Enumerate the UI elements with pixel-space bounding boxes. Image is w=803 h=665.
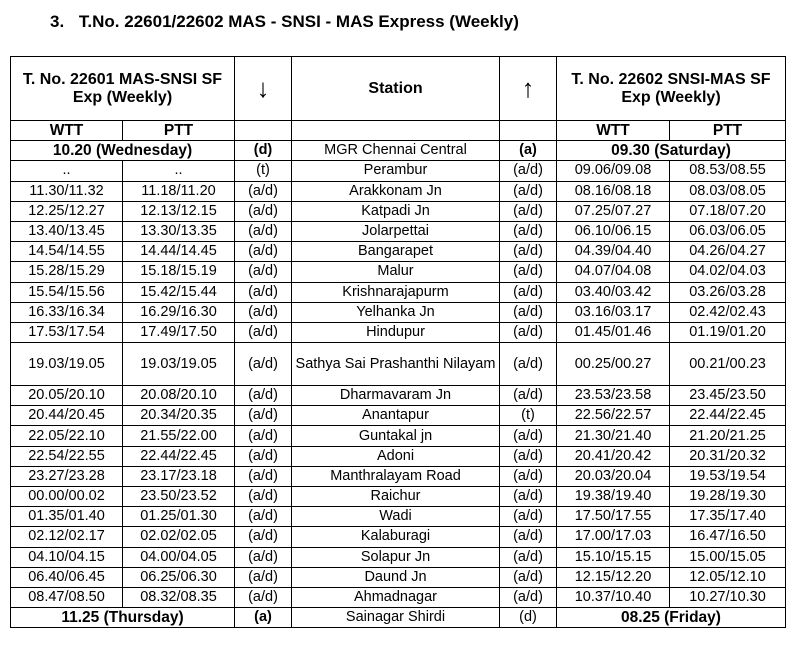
wtt-left: 12.25/12.27 — [11, 201, 123, 221]
station-name: Arakkonam Jn — [292, 181, 500, 201]
code-left: (a/d) — [235, 242, 292, 262]
wtt-right: 19.38/19.40 — [557, 487, 670, 507]
page-heading — [50, 12, 519, 32]
ptt-right: 06.03/06.05 — [670, 221, 786, 241]
ptt-header-right: PTT — [670, 121, 786, 141]
station-name: MGR Chennai Central — [292, 141, 500, 161]
blank-cell — [500, 121, 557, 141]
wtt-right: 01.45/01.46 — [557, 322, 670, 342]
departure-time: 08.25 (Friday) — [557, 608, 786, 628]
station-name: Malur — [292, 262, 500, 282]
wtt-right: 12.15/12.20 — [557, 567, 670, 587]
ptt-right: 20.31/20.32 — [670, 446, 786, 466]
code-right: (a/d) — [500, 446, 557, 466]
wtt-right: 17.00/17.03 — [557, 527, 670, 547]
header-row — [11, 57, 786, 121]
wtt-right: 09.06/09.08 — [557, 161, 670, 181]
code-right: (a/d) — [500, 161, 557, 181]
ptt-left: 02.02/02.05 — [123, 527, 235, 547]
ptt-left: 11.18/11.20 — [123, 181, 235, 201]
code-left: (a/d) — [235, 322, 292, 342]
table-row — [11, 446, 786, 466]
code-right: (a/d) — [500, 322, 557, 342]
ptt-right: 04.02/04.03 — [670, 262, 786, 282]
wtt-left: 17.53/17.54 — [11, 322, 123, 342]
code-left: (a/d) — [235, 567, 292, 587]
code-left: (t) — [235, 161, 292, 181]
ptt-right: 21.20/21.25 — [670, 426, 786, 446]
table-row — [11, 507, 786, 527]
wtt-left: 15.28/15.29 — [11, 262, 123, 282]
table-row — [11, 262, 786, 282]
wtt-right: 00.25/00.27 — [557, 343, 670, 386]
wtt-right: 15.10/15.15 — [557, 547, 670, 567]
arrival-time: 09.30 (Saturday) — [557, 141, 786, 161]
ptt-left: 19.03/19.05 — [123, 343, 235, 386]
ptt-right: 10.27/10.30 — [670, 587, 786, 607]
code-left: (a/d) — [235, 201, 292, 221]
code-left: (a/d) — [235, 507, 292, 527]
ptt-left: 21.55/22.00 — [123, 426, 235, 446]
wtt-left: 04.10/04.15 — [11, 547, 123, 567]
ptt-left: 23.50/23.52 — [123, 487, 235, 507]
code-left: (a/d) — [235, 426, 292, 446]
code-right: (a/d) — [500, 527, 557, 547]
table-row — [11, 406, 786, 426]
code-left: (a/d) — [235, 487, 292, 507]
code-left: (a/d) — [235, 221, 292, 241]
station-name: Dharmavaram Jn — [292, 386, 500, 406]
code-left: (a/d) — [235, 181, 292, 201]
wtt-left: 02.12/02.17 — [11, 527, 123, 547]
wtt-right: 03.40/03.42 — [557, 282, 670, 302]
code-left: (a/d) — [235, 262, 292, 282]
code-right: (a/d) — [500, 587, 557, 607]
ptt-right: 19.28/19.30 — [670, 487, 786, 507]
blank-cell — [235, 121, 292, 141]
wtt-left: 06.40/06.45 — [11, 567, 123, 587]
departure-code: (d) — [235, 141, 292, 161]
station-name: Adoni — [292, 446, 500, 466]
code-right: (a/d) — [500, 426, 557, 446]
table-row — [11, 527, 786, 547]
destination-row — [11, 608, 786, 628]
wtt-left: 00.00/00.02 — [11, 487, 123, 507]
ptt-left: 13.30/13.35 — [123, 221, 235, 241]
station-name: Kalaburagi — [292, 527, 500, 547]
ptt-right: 22.44/22.45 — [670, 406, 786, 426]
table-row — [11, 487, 786, 507]
station-name: Krishnarajapurm — [292, 282, 500, 302]
station-name: Raichur — [292, 487, 500, 507]
station-name: Solapur Jn — [292, 547, 500, 567]
code-left: (a/d) — [235, 466, 292, 486]
station-name: Bangarapet — [292, 242, 500, 262]
ptt-left: .. — [123, 161, 235, 181]
wtt-left: 11.30/11.32 — [11, 181, 123, 201]
wtt-left: 20.05/20.10 — [11, 386, 123, 406]
wtt-left: 14.54/14.55 — [11, 242, 123, 262]
table-row — [11, 587, 786, 607]
ptt-left: 15.42/15.44 — [123, 282, 235, 302]
ptt-right: 04.26/04.27 — [670, 242, 786, 262]
station-name: Sainagar Shirdi — [292, 608, 500, 628]
code-right: (a/d) — [500, 242, 557, 262]
wtt-left: 22.05/22.10 — [11, 426, 123, 446]
down-arrow-icon: ↓ — [235, 57, 292, 121]
wtt-right: 23.53/23.58 — [557, 386, 670, 406]
ptt-left: 08.32/08.35 — [123, 587, 235, 607]
code-left: (a/d) — [235, 343, 292, 386]
wtt-right: 03.16/03.17 — [557, 302, 670, 322]
code-left: (a/d) — [235, 406, 292, 426]
table-row — [11, 322, 786, 342]
wtt-right: 04.39/04.40 — [557, 242, 670, 262]
station-name: Katpadi Jn — [292, 201, 500, 221]
wtt-right: 20.03/20.04 — [557, 466, 670, 486]
station-name: Wadi — [292, 507, 500, 527]
timetable — [10, 56, 786, 628]
origin-row — [11, 141, 786, 161]
ptt-left: 12.13/12.15 — [123, 201, 235, 221]
code-right: (a/d) — [500, 487, 557, 507]
arrival-code: (a) — [500, 141, 557, 161]
wtt-right: 08.16/08.18 — [557, 181, 670, 201]
arrival-code: (a) — [235, 608, 292, 628]
departure-time: 10.20 (Wednesday) — [11, 141, 235, 161]
code-right: (a/d) — [500, 343, 557, 386]
table-row — [11, 242, 786, 262]
table-row — [11, 547, 786, 567]
code-left: (a/d) — [235, 446, 292, 466]
ptt-right: 12.05/12.10 — [670, 567, 786, 587]
table-row — [11, 343, 786, 386]
ptt-left: 16.29/16.30 — [123, 302, 235, 322]
wtt-right: 20.41/20.42 — [557, 446, 670, 466]
table-row — [11, 221, 786, 241]
wtt-right: 22.56/22.57 — [557, 406, 670, 426]
ptt-right: 19.53/19.54 — [670, 466, 786, 486]
station-name: Anantapur — [292, 406, 500, 426]
code-right: (a/d) — [500, 567, 557, 587]
station-name: Jolarpettai — [292, 221, 500, 241]
station-name: Ahmadnagar — [292, 587, 500, 607]
subheader-row — [11, 121, 786, 141]
ptt-left: 20.34/20.35 — [123, 406, 235, 426]
ptt-left: 04.00/04.05 — [123, 547, 235, 567]
wtt-right: 07.25/07.27 — [557, 201, 670, 221]
wtt-right: 04.07/04.08 — [557, 262, 670, 282]
table-row — [11, 426, 786, 446]
code-left: (a/d) — [235, 527, 292, 547]
station-name: Guntakal jn — [292, 426, 500, 446]
wtt-left: .. — [11, 161, 123, 181]
ptt-left: 20.08/20.10 — [123, 386, 235, 406]
ptt-left: 01.25/01.30 — [123, 507, 235, 527]
wtt-right: 17.50/17.55 — [557, 507, 670, 527]
blank-cell — [292, 121, 500, 141]
table-row — [11, 567, 786, 587]
wtt-right: 21.30/21.40 — [557, 426, 670, 446]
wtt-left: 22.54/22.55 — [11, 446, 123, 466]
wtt-right: 10.37/10.40 — [557, 587, 670, 607]
ptt-left: 22.44/22.45 — [123, 446, 235, 466]
right-train-title: T. No. 22602 SNSI-MAS SF Exp (Weekly) — [557, 57, 786, 121]
ptt-right: 15.00/15.05 — [670, 547, 786, 567]
table-row — [11, 302, 786, 322]
wtt-left: 19.03/19.05 — [11, 343, 123, 386]
ptt-left: 06.25/06.30 — [123, 567, 235, 587]
arrival-time: 11.25 (Thursday) — [11, 608, 235, 628]
table-row — [11, 201, 786, 221]
ptt-right: 08.03/08.05 — [670, 181, 786, 201]
ptt-left: 14.44/14.45 — [123, 242, 235, 262]
ptt-left: 23.17/23.18 — [123, 466, 235, 486]
station-name: Hindupur — [292, 322, 500, 342]
code-right: (a/d) — [500, 201, 557, 221]
ptt-right: 07.18/07.20 — [670, 201, 786, 221]
wtt-left: 16.33/16.34 — [11, 302, 123, 322]
code-right: (a/d) — [500, 262, 557, 282]
wtt-left: 01.35/01.40 — [11, 507, 123, 527]
station-name: Yelhanka Jn — [292, 302, 500, 322]
code-left: (a/d) — [235, 386, 292, 406]
up-arrow-icon: ↑ — [500, 57, 557, 121]
ptt-header-left: PTT — [123, 121, 235, 141]
wtt-header-right: WTT — [557, 121, 670, 141]
code-right: (a/d) — [500, 221, 557, 241]
station-header: Station — [292, 57, 500, 121]
station-name: Sathya Sai Prashanthi Nilayam — [292, 343, 500, 386]
wtt-left: 13.40/13.45 — [11, 221, 123, 241]
station-name: Daund Jn — [292, 567, 500, 587]
code-right: (a/d) — [500, 547, 557, 567]
table-row — [11, 386, 786, 406]
ptt-right: 03.26/03.28 — [670, 282, 786, 302]
station-name: Manthralayam Road — [292, 466, 500, 486]
wtt-right: 06.10/06.15 — [557, 221, 670, 241]
code-left: (a/d) — [235, 302, 292, 322]
ptt-right: 16.47/16.50 — [670, 527, 786, 547]
code-right: (a/d) — [500, 302, 557, 322]
code-left: (a/d) — [235, 282, 292, 302]
wtt-left: 08.47/08.50 — [11, 587, 123, 607]
wtt-left: 23.27/23.28 — [11, 466, 123, 486]
table-row — [11, 181, 786, 201]
code-right: (a/d) — [500, 181, 557, 201]
code-right: (t) — [500, 406, 557, 426]
section-title: T.No. 22601/22602 MAS - SNSI - MAS Express (Weekly) — [78, 12, 519, 31]
wtt-header-left: WTT — [11, 121, 123, 141]
ptt-right: 02.42/02.43 — [670, 302, 786, 322]
table-row — [11, 282, 786, 302]
section-number: 3. — [50, 12, 65, 31]
ptt-right: 17.35/17.40 — [670, 507, 786, 527]
table-row — [11, 466, 786, 486]
ptt-left: 15.18/15.19 — [123, 262, 235, 282]
code-right: (a/d) — [500, 466, 557, 486]
code-right: (a/d) — [500, 282, 557, 302]
table-row — [11, 161, 786, 181]
left-train-title: T. No. 22601 MAS-SNSI SF Exp (Weekly) — [11, 57, 235, 121]
code-left: (a/d) — [235, 587, 292, 607]
wtt-left: 20.44/20.45 — [11, 406, 123, 426]
ptt-left: 17.49/17.50 — [123, 322, 235, 342]
ptt-right: 01.19/01.20 — [670, 322, 786, 342]
code-right: (a/d) — [500, 507, 557, 527]
wtt-left: 15.54/15.56 — [11, 282, 123, 302]
ptt-right: 08.53/08.55 — [670, 161, 786, 181]
ptt-right: 23.45/23.50 — [670, 386, 786, 406]
departure-code: (d) — [500, 608, 557, 628]
station-name: Perambur — [292, 161, 500, 181]
code-left: (a/d) — [235, 547, 292, 567]
ptt-right: 00.21/00.23 — [670, 343, 786, 386]
code-right: (a/d) — [500, 386, 557, 406]
